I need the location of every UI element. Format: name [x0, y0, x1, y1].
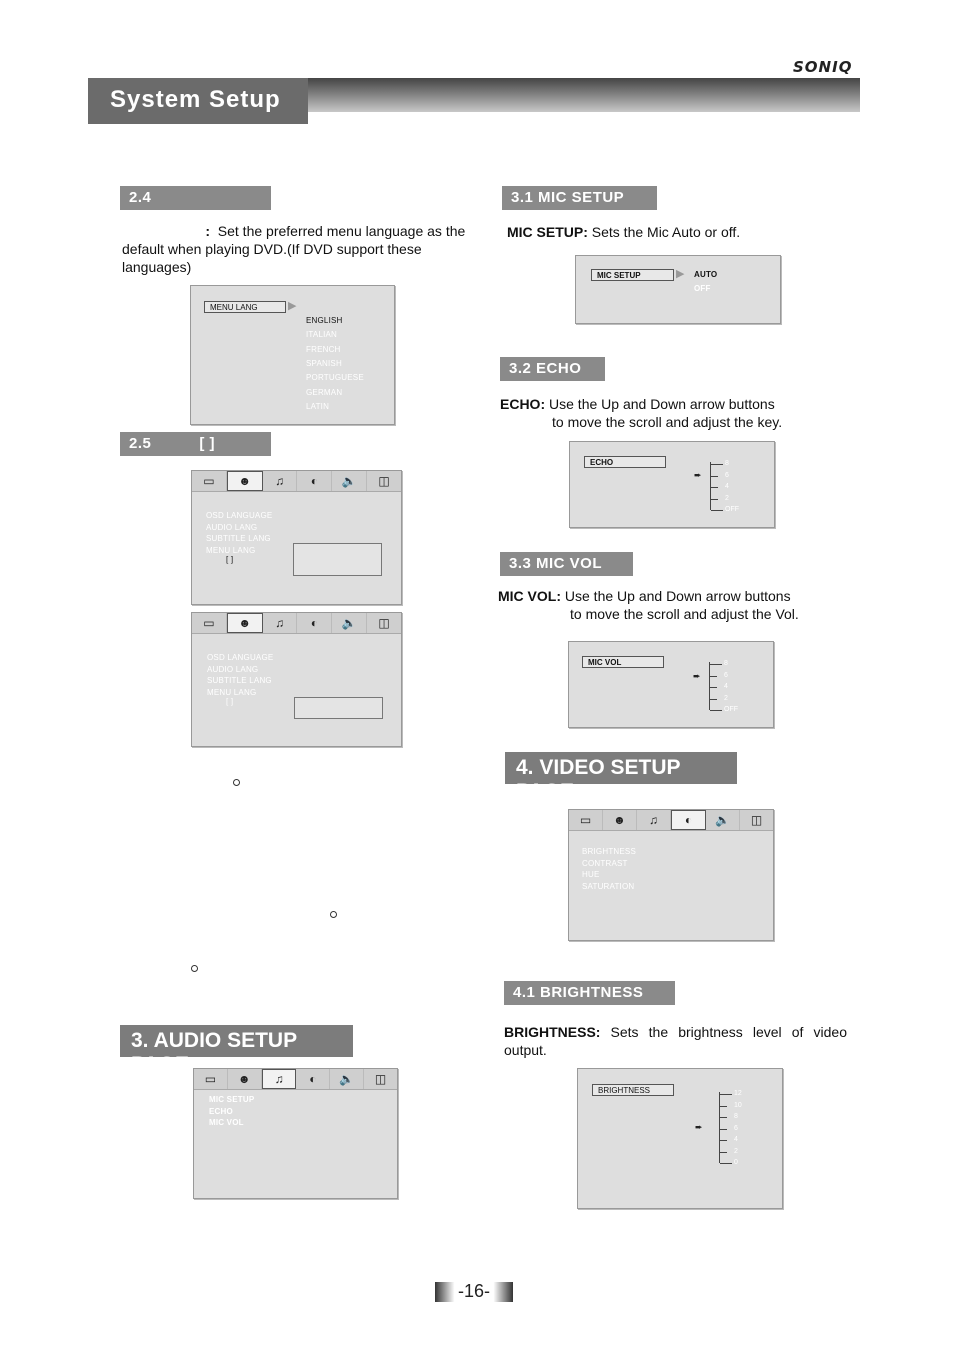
menu-option[interactable]: HUE: [582, 870, 600, 879]
menu-option[interactable]: MENU LANG: [206, 545, 256, 555]
menu-lang-label: MENU LANG: [204, 301, 286, 313]
scale-tick: [711, 464, 723, 465]
scale-line: [709, 662, 710, 710]
circle-mark: [191, 965, 198, 972]
menu-option[interactable]: PORTUGUESE: [306, 373, 364, 383]
circle-mark: [330, 911, 337, 918]
section-number: 2.5: [129, 435, 152, 452]
setup-toolbar: [569, 810, 773, 831]
menu-option[interactable]: MIC VOL: [209, 1118, 244, 1127]
scale-tick: [711, 499, 718, 500]
section-3-3-text: [498, 587, 843, 623]
dolby-icon[interactable]: ◫: [378, 474, 390, 488]
brightness-label: BRIGHTNESS: [592, 1084, 674, 1096]
section-3-1-heading: 3.1 MIC SETUP: [502, 186, 657, 210]
description-line-2: to move the scroll and adjust the key.: [552, 414, 783, 430]
scale-tick: [720, 1094, 732, 1095]
music-icon[interactable]: ♫: [262, 1069, 297, 1089]
person-icon[interactable]: ☻: [228, 1069, 262, 1089]
scale-tick: [720, 1140, 727, 1141]
scale-tick: [711, 510, 723, 511]
setup-toolbar: [194, 1069, 397, 1090]
section-number: 2.4: [129, 189, 152, 206]
mic-vol-label: MIC VOL: [582, 656, 664, 668]
scale-tick: [710, 664, 722, 665]
section-3-2-text: [500, 395, 840, 431]
section-3-3-heading: 3.3 MIC VOL: [500, 552, 633, 576]
setup-toolbar: [192, 471, 401, 492]
label: ECHO:: [500, 396, 546, 412]
scale-value: 4: [734, 1136, 738, 1143]
label: BRIGHTNESS:: [504, 1024, 601, 1040]
monitor-icon[interactable]: ▭: [194, 1069, 228, 1089]
scale-tick: [711, 476, 718, 477]
brightness-screen: [577, 1068, 783, 1209]
speaker-icon[interactable]: 🔈: [706, 810, 740, 830]
person-icon[interactable]: ☻: [227, 471, 263, 491]
scale-value: 4: [725, 483, 729, 490]
description: Sets the brightness level of video output.: [504, 1024, 847, 1058]
music-icon[interactable]: ♫: [263, 613, 298, 633]
scale-value: 10: [734, 1101, 742, 1109]
mic-setup-label: MIC SETUP: [591, 269, 674, 281]
section-2-4-text: [122, 222, 467, 276]
scale-value: 12: [734, 1090, 742, 1097]
person-icon[interactable]: ☻: [227, 613, 263, 633]
sub-brackets: [ ]: [226, 697, 234, 706]
menu-option[interactable]: ENGLISH: [306, 316, 343, 325]
scale-value: 6: [734, 1124, 738, 1132]
label: MIC VOL:: [498, 588, 561, 604]
menu-option[interactable]: OSD LANGUAGE: [207, 653, 274, 662]
label: MIC SETUP:: [507, 224, 588, 240]
contrast-icon[interactable]: ◐: [671, 810, 706, 830]
speaker-icon[interactable]: 🔈: [332, 613, 367, 633]
echo-screen: [569, 441, 775, 528]
scale-value: 8: [724, 660, 728, 667]
scale-value: 2: [724, 694, 728, 702]
pointer-icon: ➨: [693, 671, 701, 681]
monitor-icon[interactable]: ▭: [192, 613, 227, 633]
scale-value: OFF: [724, 706, 738, 713]
scale-tick: [720, 1163, 732, 1164]
option-box: [294, 697, 383, 719]
page-title: System Setup: [88, 78, 308, 124]
video-setup-screen: [568, 809, 774, 941]
setup-toolbar: [192, 613, 401, 634]
speaker-icon[interactable]: 🔈: [332, 471, 367, 491]
scale-tick: [710, 710, 722, 711]
scale-tick: [710, 676, 717, 677]
menu-option[interactable]: SUBTITLE LANG: [206, 534, 271, 543]
section-3-2-heading: 3.2 ECHO: [500, 357, 605, 381]
contrast-icon[interactable]: ◐: [296, 1069, 330, 1089]
menu-lang-screen: [190, 285, 395, 425]
scale-tick: [720, 1117, 727, 1118]
menu-option[interactable]: MIC SETUP: [209, 1095, 255, 1104]
audio-setup-page-heading: 3. AUDIO SETUP PAGE: [120, 1025, 353, 1057]
arrow-right-icon: ▶: [676, 268, 685, 280]
section-2-5-heading: [120, 432, 271, 456]
contrast-icon[interactable]: ◐: [297, 613, 332, 633]
menu-option[interactable]: CONTRAST: [582, 858, 628, 868]
mic-setup-screen: [575, 255, 781, 324]
menu-option[interactable]: AUDIO LANG: [207, 664, 259, 674]
description-line-1: Use the Up and Down arrow buttons: [564, 588, 791, 604]
option-box: [293, 543, 382, 576]
language-setup-screen-2: [191, 612, 402, 747]
dolby-icon[interactable]: ◫: [374, 1072, 387, 1086]
scale-value: 6: [724, 671, 728, 679]
contrast-icon[interactable]: ◐: [297, 471, 332, 491]
echo-label: ECHO: [584, 456, 666, 468]
scale-value: 0: [734, 1159, 738, 1166]
section-brackets: [ ]: [199, 435, 216, 452]
section-4-1-text: [504, 1023, 847, 1059]
description-line-2: to move the scroll and adjust the Vol.: [570, 606, 799, 622]
menu-option[interactable]: SUBTITLE LANG: [207, 676, 272, 685]
arrow-right-icon: ▶: [288, 300, 297, 312]
pointer-icon: ➨: [694, 470, 702, 480]
menu-option[interactable]: SATURATION: [582, 881, 635, 891]
section-4-1-heading: 4.1 BRIGHTNESS: [504, 981, 675, 1005]
speaker-icon[interactable]: 🔈: [330, 1069, 364, 1089]
option-off[interactable]: OFF: [694, 284, 711, 293]
menu-option[interactable]: GERMAN: [306, 387, 343, 397]
monitor-icon[interactable]: ▭: [192, 471, 227, 491]
scale-line: [710, 462, 711, 510]
dolby-icon[interactable]: ◫: [750, 813, 763, 827]
menu-option[interactable]: OSD LANGUAGE: [206, 511, 273, 520]
scale-value: 8: [725, 460, 729, 467]
sub-brackets: [ ]: [226, 555, 234, 564]
scale-tick: [710, 687, 717, 688]
scale-value: 4: [724, 683, 728, 690]
menu-option[interactable]: ITALIAN: [306, 330, 338, 340]
pointer-icon: ➨: [695, 1122, 703, 1132]
menu-option[interactable]: LATIN: [306, 401, 330, 411]
menu-option[interactable]: ECHO: [209, 1106, 233, 1116]
page-number: -16-: [457, 1281, 490, 1301]
audio-setup-screen: [193, 1068, 398, 1199]
scale-value: OFF: [725, 506, 739, 513]
language-setup-screen-1: [191, 470, 402, 605]
scale-tick: [720, 1152, 727, 1153]
menu-option[interactable]: MENU LANG: [207, 687, 257, 697]
mic-vol-screen: [568, 641, 774, 728]
person-icon[interactable]: ☻: [603, 810, 637, 830]
scale-tick: [711, 487, 718, 488]
music-icon[interactable]: ♫: [637, 810, 671, 830]
menu-option[interactable]: SPANISH: [306, 358, 342, 368]
scale-value: 6: [725, 471, 729, 479]
option-auto[interactable]: AUTO: [694, 270, 718, 279]
brand-logo: SONIQ: [793, 58, 853, 76]
description: Set the preferred menu language as the default when playing DVD.(If DVD support these languages): [122, 223, 466, 275]
circle-mark: [233, 779, 240, 786]
menu-option[interactable]: BRIGHTNESS: [582, 847, 637, 856]
monitor-icon[interactable]: ▭: [569, 810, 603, 830]
scale-value: 2: [725, 494, 729, 502]
label-colon: :: [205, 223, 210, 239]
scale-tick: [710, 699, 717, 700]
description: Sets the Mic Auto or off.: [591, 224, 741, 240]
music-icon[interactable]: ♫: [263, 471, 298, 491]
scale-tick: [720, 1106, 727, 1107]
menu-option[interactable]: FRENCH: [306, 344, 341, 354]
scale-value: 8: [734, 1113, 738, 1120]
scale-value: 2: [734, 1147, 738, 1155]
section-3-1-text: [507, 223, 847, 241]
scale-tick: [720, 1129, 727, 1130]
video-setup-page-heading: 4. VIDEO SETUP PAGE: [505, 752, 737, 784]
dolby-icon[interactable]: ◫: [378, 616, 390, 630]
section-2-4-heading: [120, 186, 271, 210]
description-line-1: Use the Up and Down arrow buttons: [549, 396, 775, 412]
menu-option[interactable]: AUDIO LANG: [206, 522, 258, 532]
